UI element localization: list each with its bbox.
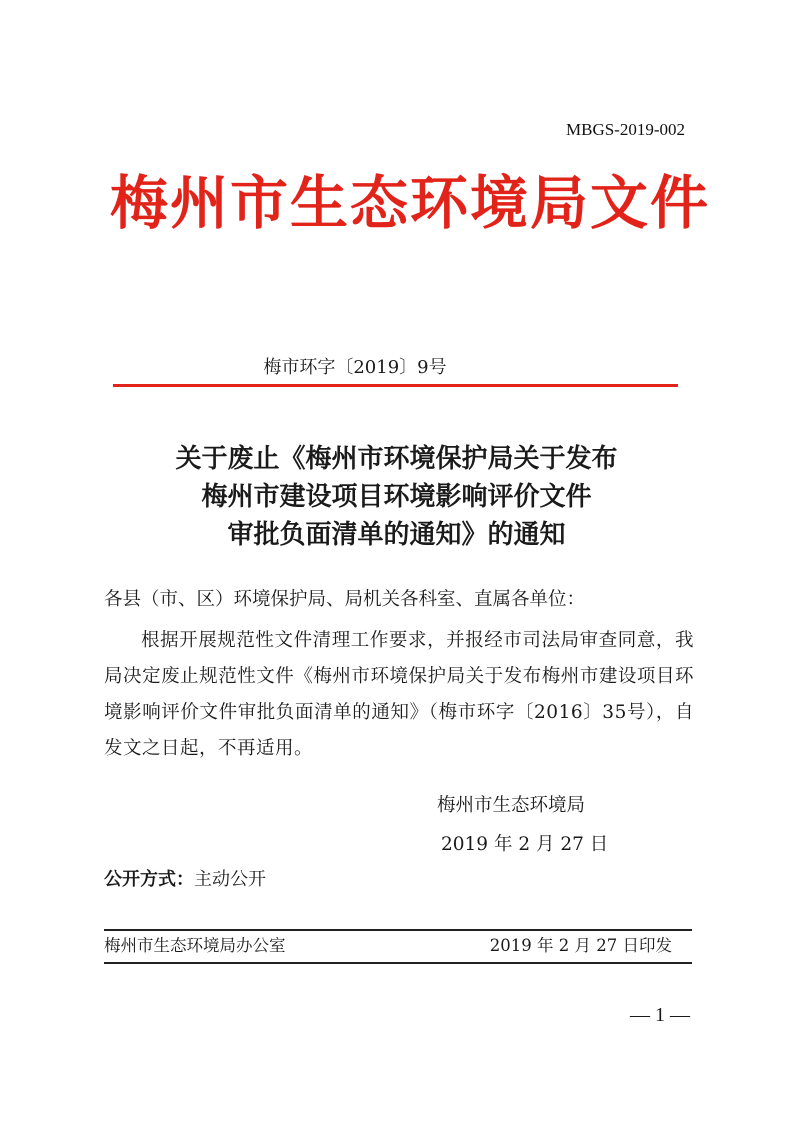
document-title: 梅州市生态环境局文件 <box>110 169 711 237</box>
body-paragraph: 根据开展规范性文件清理工作要求，并报经市司法局审查同意，我局决定废止规范性文件《梅州市环境保护局关于发布梅州市建设项目环境影响评价文件审批负面清单的通知》（梅市环字〔2016〕35号），自发文之日起，不再适用。 <box>104 630 694 759</box>
footer-rule-bottom <box>104 962 692 964</box>
subject-line: 审批负面清单的通知》的通知 <box>227 520 566 550</box>
red-divider <box>113 384 678 387</box>
subject-heading <box>100 440 693 554</box>
footer-rule-top <box>104 929 692 931</box>
document-code: MBGS-2019-002 <box>565 120 685 139</box>
disclosure-line <box>104 866 504 894</box>
page-number: — 1 — <box>630 1004 690 1026</box>
signature-organization: 梅州市生态环境局 <box>437 795 586 816</box>
print-date: 2019 年 2 月 27 日印发 <box>489 936 672 955</box>
recipients-line: 各县（市、区）环境保护局、局机关各科室、直属各单位： <box>104 589 586 610</box>
issuing-office: 梅州市生态环境局办公室 <box>104 936 286 955</box>
subject-line: 关于废止《梅州市环境保护局关于发布 <box>175 444 618 474</box>
disclosure-value: 主动公开 <box>194 869 266 890</box>
subject-line: 梅州市建设项目环境影响评价文件 <box>201 482 592 512</box>
signature-date: 2019 年 2 月 27 日 <box>441 834 609 855</box>
document-number: 梅市环字〔2019〕9号 <box>263 357 447 378</box>
disclosure-label: 公开方式： <box>104 869 194 890</box>
